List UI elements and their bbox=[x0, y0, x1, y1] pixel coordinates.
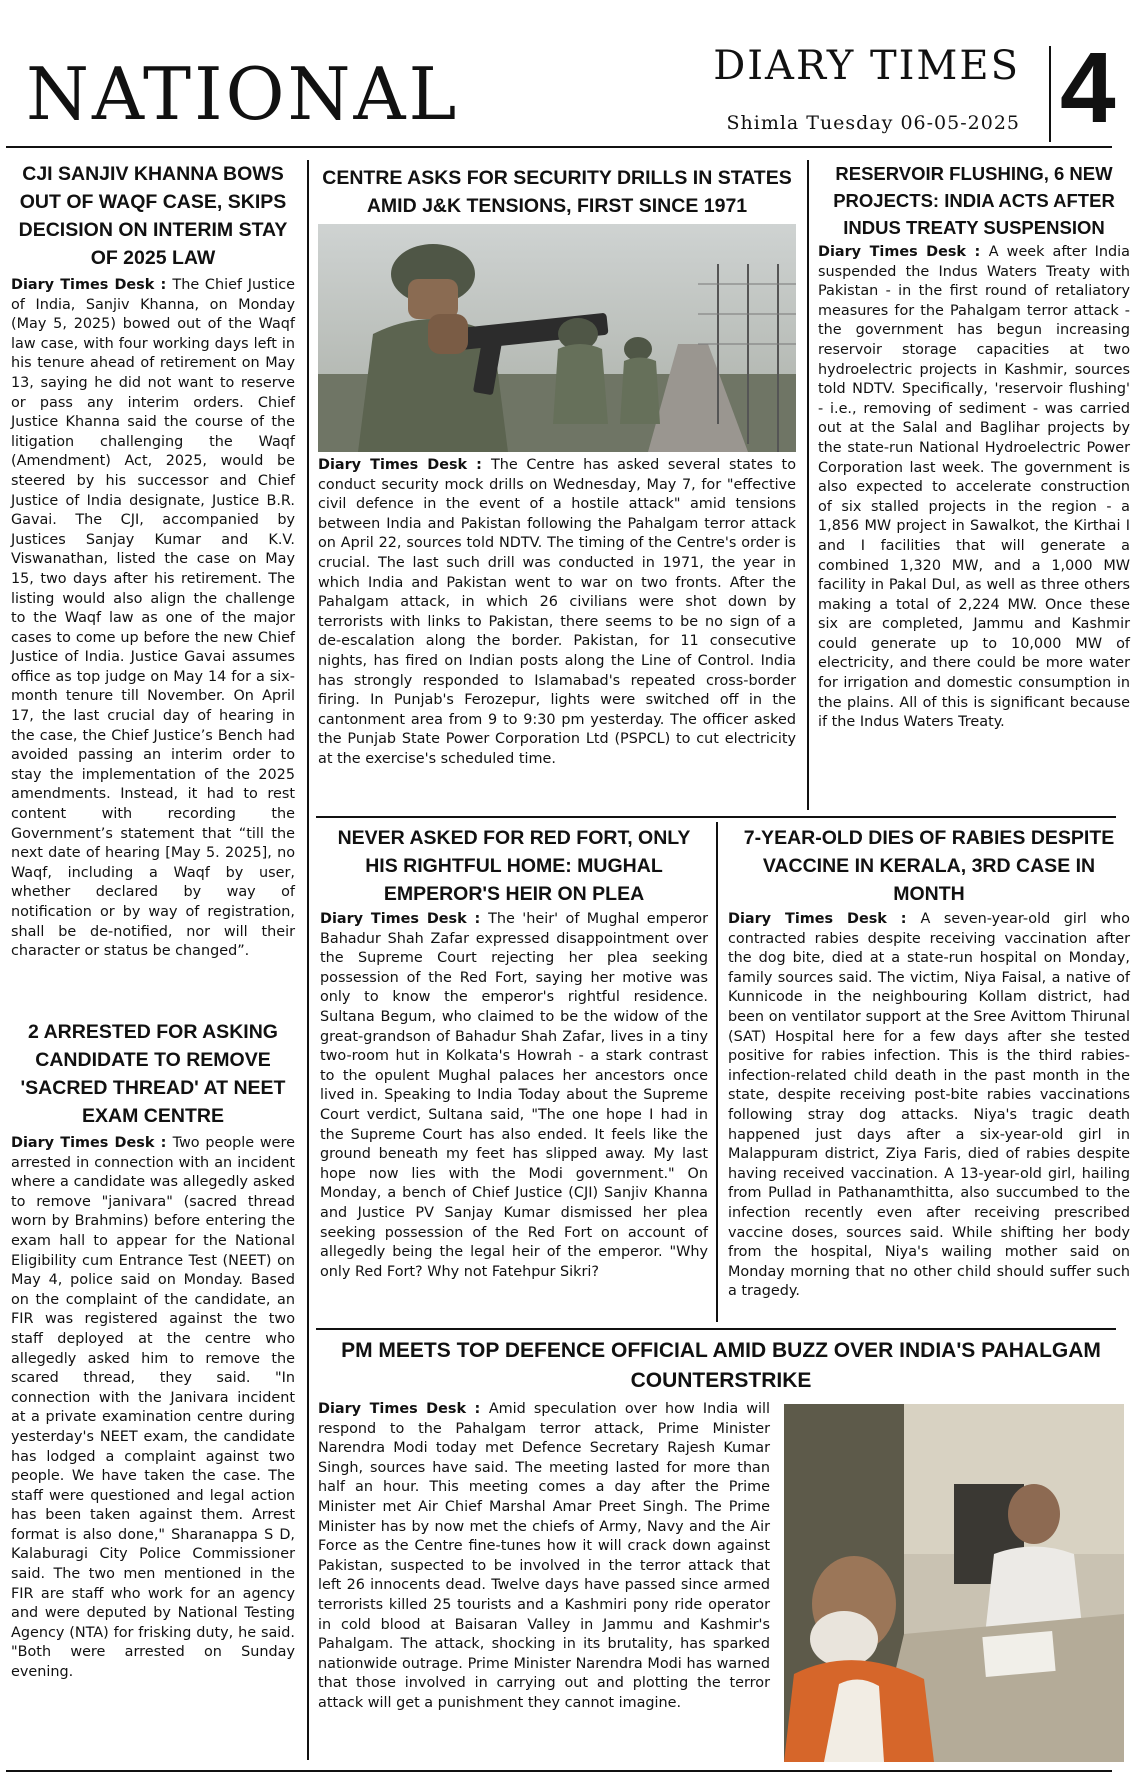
article-body bbox=[320, 910, 708, 1282]
article-drills bbox=[318, 164, 796, 770]
meeting-image bbox=[784, 1404, 1124, 1762]
article-text: The Centre has asked several states to conduct security mock drills on Wednesday, May 7, for "effective civil defence in the event of a hostile attack" amid tensions between India and Pakistan following the Pahalgam terror attack on April 22, sources told NDTV. The timing of the Centre's order is crucial. The last such drill was conducted in 1971, the year in which India and Pakistan went to war on two fronts. After the Pahalgam attack, in which 26 civilians were shot down by terrorists with links to Pakistan, there seems to be no sign of a de-escalation along the border. Pakistan, for 11 consecutive nights, has fired on Indian posts along the Line of Control. India has strongly responded to Islamabad's repeated cross-border firing. In Punjab's Ferozepur, lights were switched off in the cantonment area from 9 to 9:30 pm yesterday. The officer asked the Punjab State Power Corporation Ltd (PSPCL) to cut electricity at the exercise's scheduled time. bbox=[318, 457, 796, 767]
byline: Diary Times Desk : bbox=[318, 1401, 489, 1417]
page-number: 4 bbox=[1060, 32, 1116, 144]
article-text: The Chief Justice of India, Sanjiv Khanna, on Monday (May 5, 2025) bowed out of the Waqf law case, with four working days left in his tenure ahead of retirement on May 13, saying he did not want to reserve or pass any interim orders. Chief Justice Khanna said the course of the litigation challenging the Waqf (Amendment) Act, 2025, would be steered by his successor and Chief Justice of India designate, Justice B.R. Gavai. The CJI, accompanied by Justices Sanjay Kumar and K.V. Viswanathan, listed the case on May 15, two days after his retirement. The listing would also align the challenge to the Waqf law as one of the major cases to come up before the new Chief Justice of India. Justice Gavai assumes office as top judge on May 14 for a six-month tenure till November. On April 17, the last crucial day of hearing in the case, the Chief Justice’s Bench had avoided passing an interim order to stay the implementation of the 2025 amendments. Instead, it had to rest content with recording the Government’s statement that “till the next date of hearing [May 5. 2025], no Waqf, including a Waqf by user, whether declared by way of notification or by way of registration, shall be de-notified, nor will their character or status be changed”. bbox=[11, 277, 295, 960]
article-text: A week after India suspended the Indus Waters Treaty with Pakistan - in the first round of retaliatory measures for the Pahalgam terror attack - the government has begun increasing reservoir storage capacities at two hydroelectric projects in Kashmir, sources told NDTV. Specifically, 'reservoir flushing' - i.e., removing of sediment - was carried out at the Salal and Baglihar projects by the state-run National Hydroelectric Power Corporation last week. The government is also expected to accelerate construction of six stalled projects in the region - a 1,856 MW project in Sawalkot, the Kirthai I and I facilities that will generate a combined 1,320 MW, and a 1,000 MW facility in Pakal Dul, as well as three others making a total of 2,224 MW. Once these six are completed, Jammu and Kashmir could generate up to 10,000 MW of electricity, and there could be more water for irrigation and domestic consumption in the plains. All of this is significant because if the Indus Waters Treaty. bbox=[818, 244, 1130, 731]
article-row bbox=[318, 1400, 1124, 1762]
section-rule bbox=[316, 1328, 1116, 1330]
article-body bbox=[728, 910, 1130, 1302]
headline: CENTRE ASKS FOR SECURITY DRILLS IN STATES AMID J&K TENSIONS, FIRST SINCE 1971 bbox=[322, 167, 792, 217]
soldiers-image bbox=[318, 224, 796, 452]
column-divider bbox=[807, 160, 809, 810]
column-divider bbox=[307, 160, 309, 1760]
byline: Diary Times Desk : bbox=[818, 244, 989, 260]
byline: Diary Times Desk : bbox=[11, 1135, 173, 1151]
dateline: Shimla Tuesday 06-05-2025 bbox=[726, 112, 1020, 134]
headline: PM MEETS TOP DEFENCE OFFICIAL AMID BUZZ OVER INDIA'S PAHALGAM COUNTERSTRIKE bbox=[341, 1339, 1101, 1392]
column-divider bbox=[716, 822, 718, 1322]
headline: CJI SANJIV KHANNA BOWS OUT OF WAQF CASE, SKIPS DECISION ON INTERIM STAY OF 2025 LAW bbox=[18, 163, 288, 269]
article-text: A seven-year-old girl who contracted rabies despite receiving vaccination after the dog bite, died at a state-run hospital on Monday, family sources said. The victim, Niya Faisal, a native of Kunnicode in the neighbouring Kollam district, had been on ventilator support at the Sree Avittom Thirunal (SAT) Hospital here for a few days after she tested positive for rabies infection. This is the third rabies-infection-related child death in the past month in the state, despite receiving post-bite rabies vaccinations following stray dog attacks. Niya's tragic death happened just days after a six-year-old girl in Malappuram district, Ziya Faris, died of rabies despite having received vaccination. A 13-year-old girl, hailing from Pullad in Pathanamthitta, also succumbed to the infection recently even after receiving prescribed vaccine doses, sources said. While shifting her body from the hospital, Niya's wailing mother said on Monday morning that no other child should suffer such a tragedy. bbox=[728, 911, 1130, 1300]
masthead-divider bbox=[1049, 46, 1051, 142]
headline: 7-YEAR-OLD DIES OF RABIES DESPITE VACCINE IN KERALA, 3RD CASE IN MONTH bbox=[743, 827, 1115, 905]
soldiers-photo bbox=[318, 224, 796, 452]
article-body bbox=[11, 1134, 295, 1683]
article-pm bbox=[318, 1336, 1124, 1762]
bottom-rule bbox=[6, 1770, 1112, 1772]
byline: Diary Times Desk : bbox=[11, 277, 173, 293]
newspaper-name: DIARY TIMES bbox=[713, 43, 1020, 89]
article-text: The 'heir' of Mughal emperor Bahadur Shah Zafar expressed disappointment over the Supreme Court rejecting her plea seeking possession of the Red Fort, saying her motive was only to know the emperor's rightful residence. Sultana Begum, who claimed to be the widow of the great-grandson of Bahadur Shah Zafar, lives in a tiny two-room hut in Kolkata's Howrah - a stark contrast to the opulent Mughal palaces her ancestors once lived in. Speaking to India Today about the Supreme Court verdict, Sultana said, "The one hope I had in the Supreme Court has also ended. It feels like the ground beneath my feet has slipped away. My last hope now lies with the Modi government." On Monday, a bench of Chief Justice (CJI) Sanjiv Khanna and Justice PV Sanjay Kumar dismissed her plea seeking possession of the Red Fort on account of allegedly being the legal heir of the emperor. "Why only Red Fort? Why not Fatehpur Sikri? bbox=[320, 911, 708, 1280]
article-neet bbox=[11, 1018, 295, 1683]
masthead-rule bbox=[6, 146, 1112, 148]
headline: RESERVOIR FLUSHING, 6 NEW PROJECTS: INDIA ACTS AFTER INDUS TREATY SUSPENSION bbox=[833, 163, 1115, 238]
headline: 2 ARRESTED FOR ASKING CANDIDATE TO REMOVE 'SACRED THREAD' AT NEET EXAM CENTRE bbox=[20, 1021, 286, 1127]
article-body bbox=[318, 456, 796, 770]
byline: Diary Times Desk : bbox=[728, 911, 921, 927]
byline: Diary Times Desk : bbox=[318, 457, 491, 473]
article-text: Amid speculation over how India will respond to the Pahalgam terror attack, Prime Minister Narendra Modi today met Defence Secretary Rajesh Kumar Singh, sources have said. The meeting lasted for more than half an hour. This meeting comes a day after the Prime Minister met Air Chief Marshal Amar Preet Singh. The Prime Minister has by now met the chiefs of Army, Navy and the Air Force as the Centre fine-tunes how it will crack down against Pakistan, suspected to be involved in the terror attack that left 26 innocents dead. Twelve days have passed since armed terrorists killed 25 tourists and a Kashmiri pony ride operator in cold blood at Baisaran Valley in Jammu and Kashmir's Pahalgam. The attack, shocking in its brutality, has sparked nationwide outrage. Prime Minister Narendra Modi has warned that those involved in carrying out and plotting the terror attack will get a punishment they cannot imagine. bbox=[318, 1401, 770, 1711]
meeting-photo bbox=[784, 1404, 1124, 1762]
byline: Diary Times Desk : bbox=[320, 911, 489, 927]
article-body bbox=[11, 276, 295, 962]
section-title: NATIONAL bbox=[26, 52, 460, 136]
article-redfort bbox=[320, 824, 708, 1282]
article-rabies bbox=[728, 824, 1130, 1302]
section-rule bbox=[316, 816, 1116, 818]
article-reservoir bbox=[818, 160, 1130, 733]
article-body bbox=[818, 243, 1130, 733]
article-text: Two people were arrested in connection with an incident where a candidate was allegedly asked to remove "janivara" (sacred thread worn by Brahmins) before entering the exam hall to appear for the National Eligibility cum Entrance Test (NEET) on May 4, police said on Monday. Based on the complaint of the candidate, an FIR was registered against the two staff deployed at the centre who allegedly asked him to remove the scared thread, they said. "In connection with the Janivara incident at a private examination centre during yesterday's NEET exam, the candidate has lodged a complaint against two people. We have taken the case. The staff were questioned and legal action has been taken against them. Arrest format is also done," Sharanappa S D, Kalaburagi City Police Commissioner said. The two men mentioned in the FIR are staff who work for an agency and were deputed by National Testing Agency (NTA) for frisking duty, he said. "Both were arrested on Sunday evening. bbox=[11, 1135, 295, 1681]
article-body bbox=[318, 1400, 770, 1762]
headline: NEVER ASKED FOR RED FORT, ONLY HIS RIGHTFUL HOME: MUGHAL EMPEROR'S HEIR ON PLEA bbox=[337, 827, 691, 905]
article-waqf bbox=[11, 160, 295, 962]
